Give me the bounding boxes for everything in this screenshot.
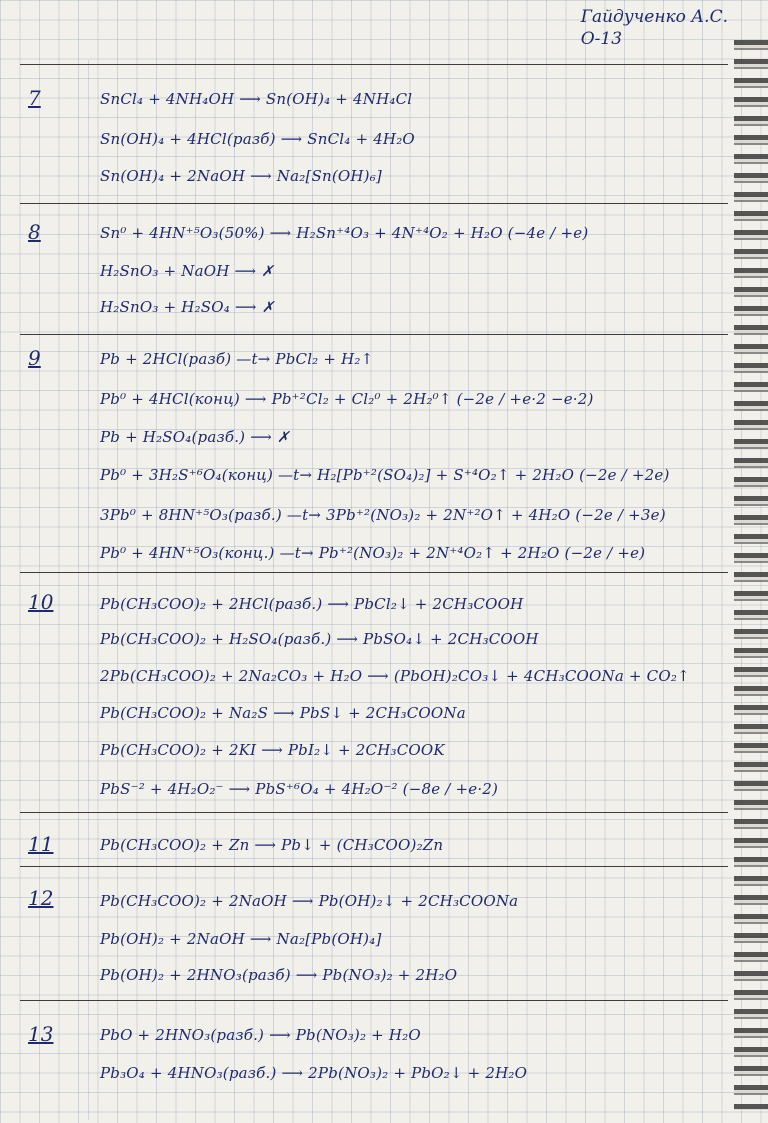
section-9 [20,334,728,335]
equation: Pb(CH₃COO)₂ + Na₂S ⟶ PbS↓ + 2CH₃COONa [100,704,466,722]
equation: Sn(OH)₄ + 4HCl(разб) ⟶ SnCl₄ + 4H₂O [100,130,415,148]
equation: Pb(OH)₂ + 2HNO₃(разб) ⟶ Pb(NO₃)₂ + 2H₂O [100,966,458,984]
equation: Pb(CH₃COO)₂ + Zn ⟶ Pb↓ + (CH₃COO)₂Zn [100,836,444,854]
equation: SnCl₄ + 4NH₄OH ⟶ Sn(OH)₄ + 4NH₄Cl [100,90,413,108]
equation: 2Pb(CH₃COO)₂ + 2Na₂CO₃ + H₂O ⟶ (PbOH)₂CO₃↓ + 4CH₃COONa + CO₂↑ [100,667,690,685]
section-8 [20,203,728,204]
notebook-spiral-binding [734,40,768,1110]
equation: H₂SnO₃ + H₂SO₄ ⟶ ✗ [100,298,275,316]
equation: Pb + H₂SO₄(разб.) ⟶ ✗ [100,428,290,446]
equation: Pb⁰ + 3H₂S⁺⁶O₄(конц) —t→ H₂[Pb⁺²(SO₄)₂] + S⁺⁴O₂↑ + 2H₂O (−2e / +2e) [100,466,670,484]
group-code: О-13 [580,29,623,49]
section-number: 11 [28,832,54,856]
section-number: 13 [28,1022,54,1046]
page-header [581,6,728,50]
section-12 [20,866,728,867]
equation: Pb₃O₄ + 4HNO₃(разб.) ⟶ 2Pb(NO₃)₂ + PbO₂↓ + 2H₂O [100,1064,528,1082]
section-13 [20,1000,728,1001]
equation: Pb(CH₃COO)₂ + 2KI ⟶ PbI₂↓ + 2CH₃COOK [100,741,445,759]
equation: Sn(OH)₄ + 2NaOH ⟶ Na₂[Sn(OH)₆] [100,167,382,185]
author-name: Гайдученко А.С. [580,7,728,27]
equation: Pb + 2HCl(разб) —t→ PbCl₂ + H₂↑ [100,350,374,368]
equation: PbS⁻² + 4H₂O₂⁻ ⟶ PbS⁺⁶O₄ + 4H₂O⁻² (−8e / +e·2) [100,780,499,798]
section-11 [20,812,728,813]
equation: Pb(CH₃COO)₂ + 2HCl(разб.) ⟶ PbCl₂↓ + 2CH₃COOH [100,595,524,613]
section-number: 10 [28,590,54,614]
margin-line [88,60,89,1120]
equation: H₂SnO₃ + NaOH ⟶ ✗ [100,262,274,280]
equation: 3Pb⁰ + 8HN⁺⁵O₃(разб.) —t→ 3Pb⁺²(NO₃)₂ + 2N⁺²O↑ + 4H₂O (−2e / +3e) [100,506,666,524]
equation: Pb(CH₃COO)₂ + H₂SO₄(разб.) ⟶ PbSO₄↓ + 2CH₃COOH [100,630,539,648]
equation: PbO + 2HNO₃(разб.) ⟶ Pb(NO₃)₂ + H₂O [100,1026,421,1044]
equation: Pb(OH)₂ + 2NaOH ⟶ Na₂[Pb(OH)₄] [100,930,382,948]
equation: Sn⁰ + 4HN⁺⁵O₃(50%) ⟶ H₂Sn⁺⁴O₃ + 4N⁺⁴O₂ + H₂O (−4e / +e) [100,224,589,242]
section-number: 12 [28,886,54,910]
section-7 [20,64,728,65]
equation: Pb(CH₃COO)₂ + 2NaOH ⟶ Pb(OH)₂↓ + 2CH₃COONa [100,892,519,910]
section-number: 9 [28,346,41,370]
equation: Pb⁰ + 4HCl(конц) ⟶ Pb⁺²Cl₂ + Cl₂⁰ + 2H₂⁰↑ (−2e / +e·2 −e·2) [100,390,594,408]
section-number: 7 [28,86,41,110]
equation: Pb⁰ + 4HN⁺⁵O₃(конц.) —t→ Pb⁺²(NO₃)₂ + 2N⁺⁴O₂↑ + 2H₂O (−2e / +e) [100,544,646,562]
section-10 [20,572,728,573]
section-number: 8 [28,220,41,244]
